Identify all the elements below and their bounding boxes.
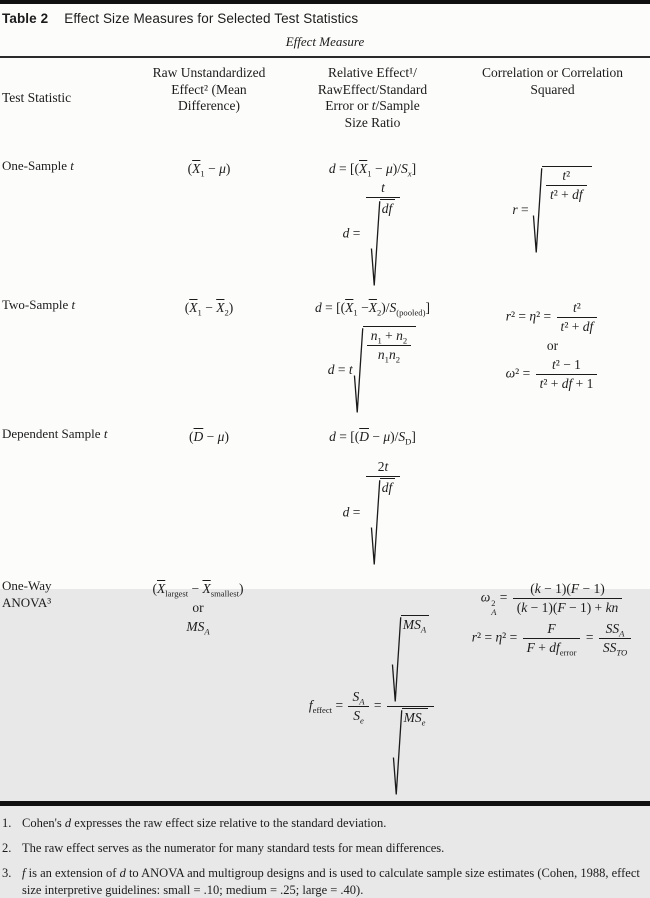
formula-line: d = t $\frac{n_1 + n_2}{n_1n_2}$ (290, 326, 455, 416)
table-row-two-sample-t (0, 292, 650, 419)
formula-line: $f_{effect}$ = $\frac{S_A}{S_e}$ = $MS_A$ $MS_e$ (290, 615, 455, 798)
formula-line: d = $\frac{2t}{df}$ (290, 459, 455, 568)
fraction: $\frac{t}{df}$ (366, 180, 401, 289)
relative-cell (290, 426, 455, 571)
correlation-cell (455, 297, 650, 395)
formula-line: r² = η² = $\frac{\text{t²}}{\text{t² + df}}$ (455, 300, 650, 335)
fraction: $\frac{S_A}{S_e}$ (348, 689, 368, 724)
square-root: $MS_e$ (393, 708, 429, 798)
row-label: One-Sample t (2, 157, 74, 173)
footnote-text: Cohen's d expresses the raw effect size relative to the standard deviation. (22, 815, 387, 830)
square-root: df (371, 478, 396, 568)
column-header-correlation: Correlation or Correlation Squared (482, 65, 623, 97)
formula-line: $d = [(\overline{X}_1 - \mu)/S_x]$ (328, 160, 417, 179)
row-label: Dependent Sample t (2, 425, 108, 441)
table-header-row (0, 58, 650, 136)
table-row-dependent-sample-t (0, 419, 650, 571)
column-header-raw-effect: Raw Unstandardized Effect² (Mean Difference) (152, 65, 266, 114)
radical-sign (371, 478, 380, 568)
footnote-3 (2, 865, 646, 898)
fraction: $\frac{2t}{df}$ (366, 459, 401, 568)
formula-line: or (546, 337, 559, 353)
correlation-cell (455, 158, 650, 259)
fraction: $SS_A$ $SS_{TO}$ (599, 621, 631, 656)
fraction (387, 615, 434, 798)
table-caption (0, 4, 650, 30)
footnote-2 (2, 840, 646, 857)
table-row-one-sample-t (0, 136, 650, 292)
row-label: Two-Sample t (2, 296, 76, 312)
table-title: Effect Size Measures for Selected Test Statistics (64, 11, 359, 26)
fraction: $\frac{\text{t² − 1}}{\text{t² + df + 1}}$ (536, 357, 598, 392)
column-spanner-effect-measure: Effect Measure (285, 34, 365, 49)
formula-line: ω 2 A = $\frac{(k - 1)(F - 1)}{(k - 1)(F - 1) + kn}$ (455, 581, 650, 618)
footnote-number: 3. (2, 865, 12, 880)
fraction: $\frac{(k - 1)(F - 1)}{(k - 1)(F - 1) + kn}$ (513, 581, 623, 616)
table-number: Table 2 (2, 11, 49, 26)
fraction: $\frac{\text{t²}}{\text{t² + df}}$ (557, 300, 598, 335)
effect-cell (128, 426, 290, 448)
sup-sub-stack: 2 A (491, 598, 497, 618)
square-root (354, 326, 417, 416)
radical-sign (533, 166, 542, 256)
radical-sign (354, 326, 363, 416)
fraction: $\frac{n_1 + n_2}{n_1n_2}$ (367, 328, 412, 363)
formula-line: $d = [(\overline{D} - \mu)/S_D]$ (329, 428, 416, 447)
formula-line: $(\overline{D} - \mu)$ (189, 428, 229, 444)
fraction: $\frac{\text{t²}}{\text{t² + df}}$ (546, 168, 587, 203)
radical-sign (392, 615, 401, 705)
square-root: $MS_A$ (392, 615, 429, 705)
footnote-1 (2, 815, 646, 832)
footnote-number: 2. (2, 840, 12, 855)
formula-line: d = $\frac{t}{df}$ (290, 180, 455, 289)
radical-sign (371, 199, 380, 289)
footnote-text: f is an extension of d to ANOVA and multigroup designs and is used to calculate sample size estimates (Cohen, 1988, effect size interpretive guidelines: small = .10; medium = .25; large = .40). (22, 865, 640, 897)
formula-line: $MS_A$ (186, 618, 210, 637)
fraction: F $F + df_{error}$ (523, 621, 581, 656)
formula-line: $(\overline{X}_1 - \overline{X}_2)$ (184, 299, 234, 318)
formula-line: $(\overline{X}_1 - \mu)$ (187, 160, 231, 179)
footnote-number: 1. (2, 815, 12, 830)
formula-line: r = $\frac{\text{t²}}{\text{t² + df}}$ (455, 166, 650, 256)
effect-cell (128, 578, 290, 638)
relative-cell (290, 297, 455, 419)
row-label: One-Way ANOVA³ (2, 577, 52, 610)
effect-cell (128, 297, 290, 319)
footnote-text: The raw effect serves as the numerator for many standard tests for mean differences. (22, 840, 445, 855)
radical-sign (393, 708, 402, 798)
formula-line: or (192, 599, 204, 615)
formula-line: ω² = $\frac{\text{t² − 1}}{\text{t² + df + 1}}$ (455, 357, 650, 392)
effect-cell (128, 158, 290, 180)
table-row-one-way-anova (0, 571, 650, 801)
table-body (0, 136, 650, 801)
square-root: df (371, 199, 396, 289)
formula-line: $(\overline{X}_{largest} - \overline{X}_{smallest})$ (152, 580, 244, 599)
relative-cell (290, 158, 455, 292)
square-root (533, 166, 592, 256)
relative-cell (290, 578, 455, 801)
formula-line: $d = [(\overline{X}_1 -\overline{X}_2)/S_{(pooled)}]$ (315, 299, 430, 318)
formula-line: r² = η² = F $F + df_{error}$ = $SS_A$ $SS_{TO}$ (455, 621, 650, 656)
correlation-cell (455, 578, 650, 659)
column-header-test-statistic: Test Statistic (2, 90, 72, 106)
column-header-relative-effect: Relative Effect¹/ RawEffect/Standard Error or t/Sample Size Ratio (317, 65, 428, 131)
footnotes (0, 806, 650, 898)
